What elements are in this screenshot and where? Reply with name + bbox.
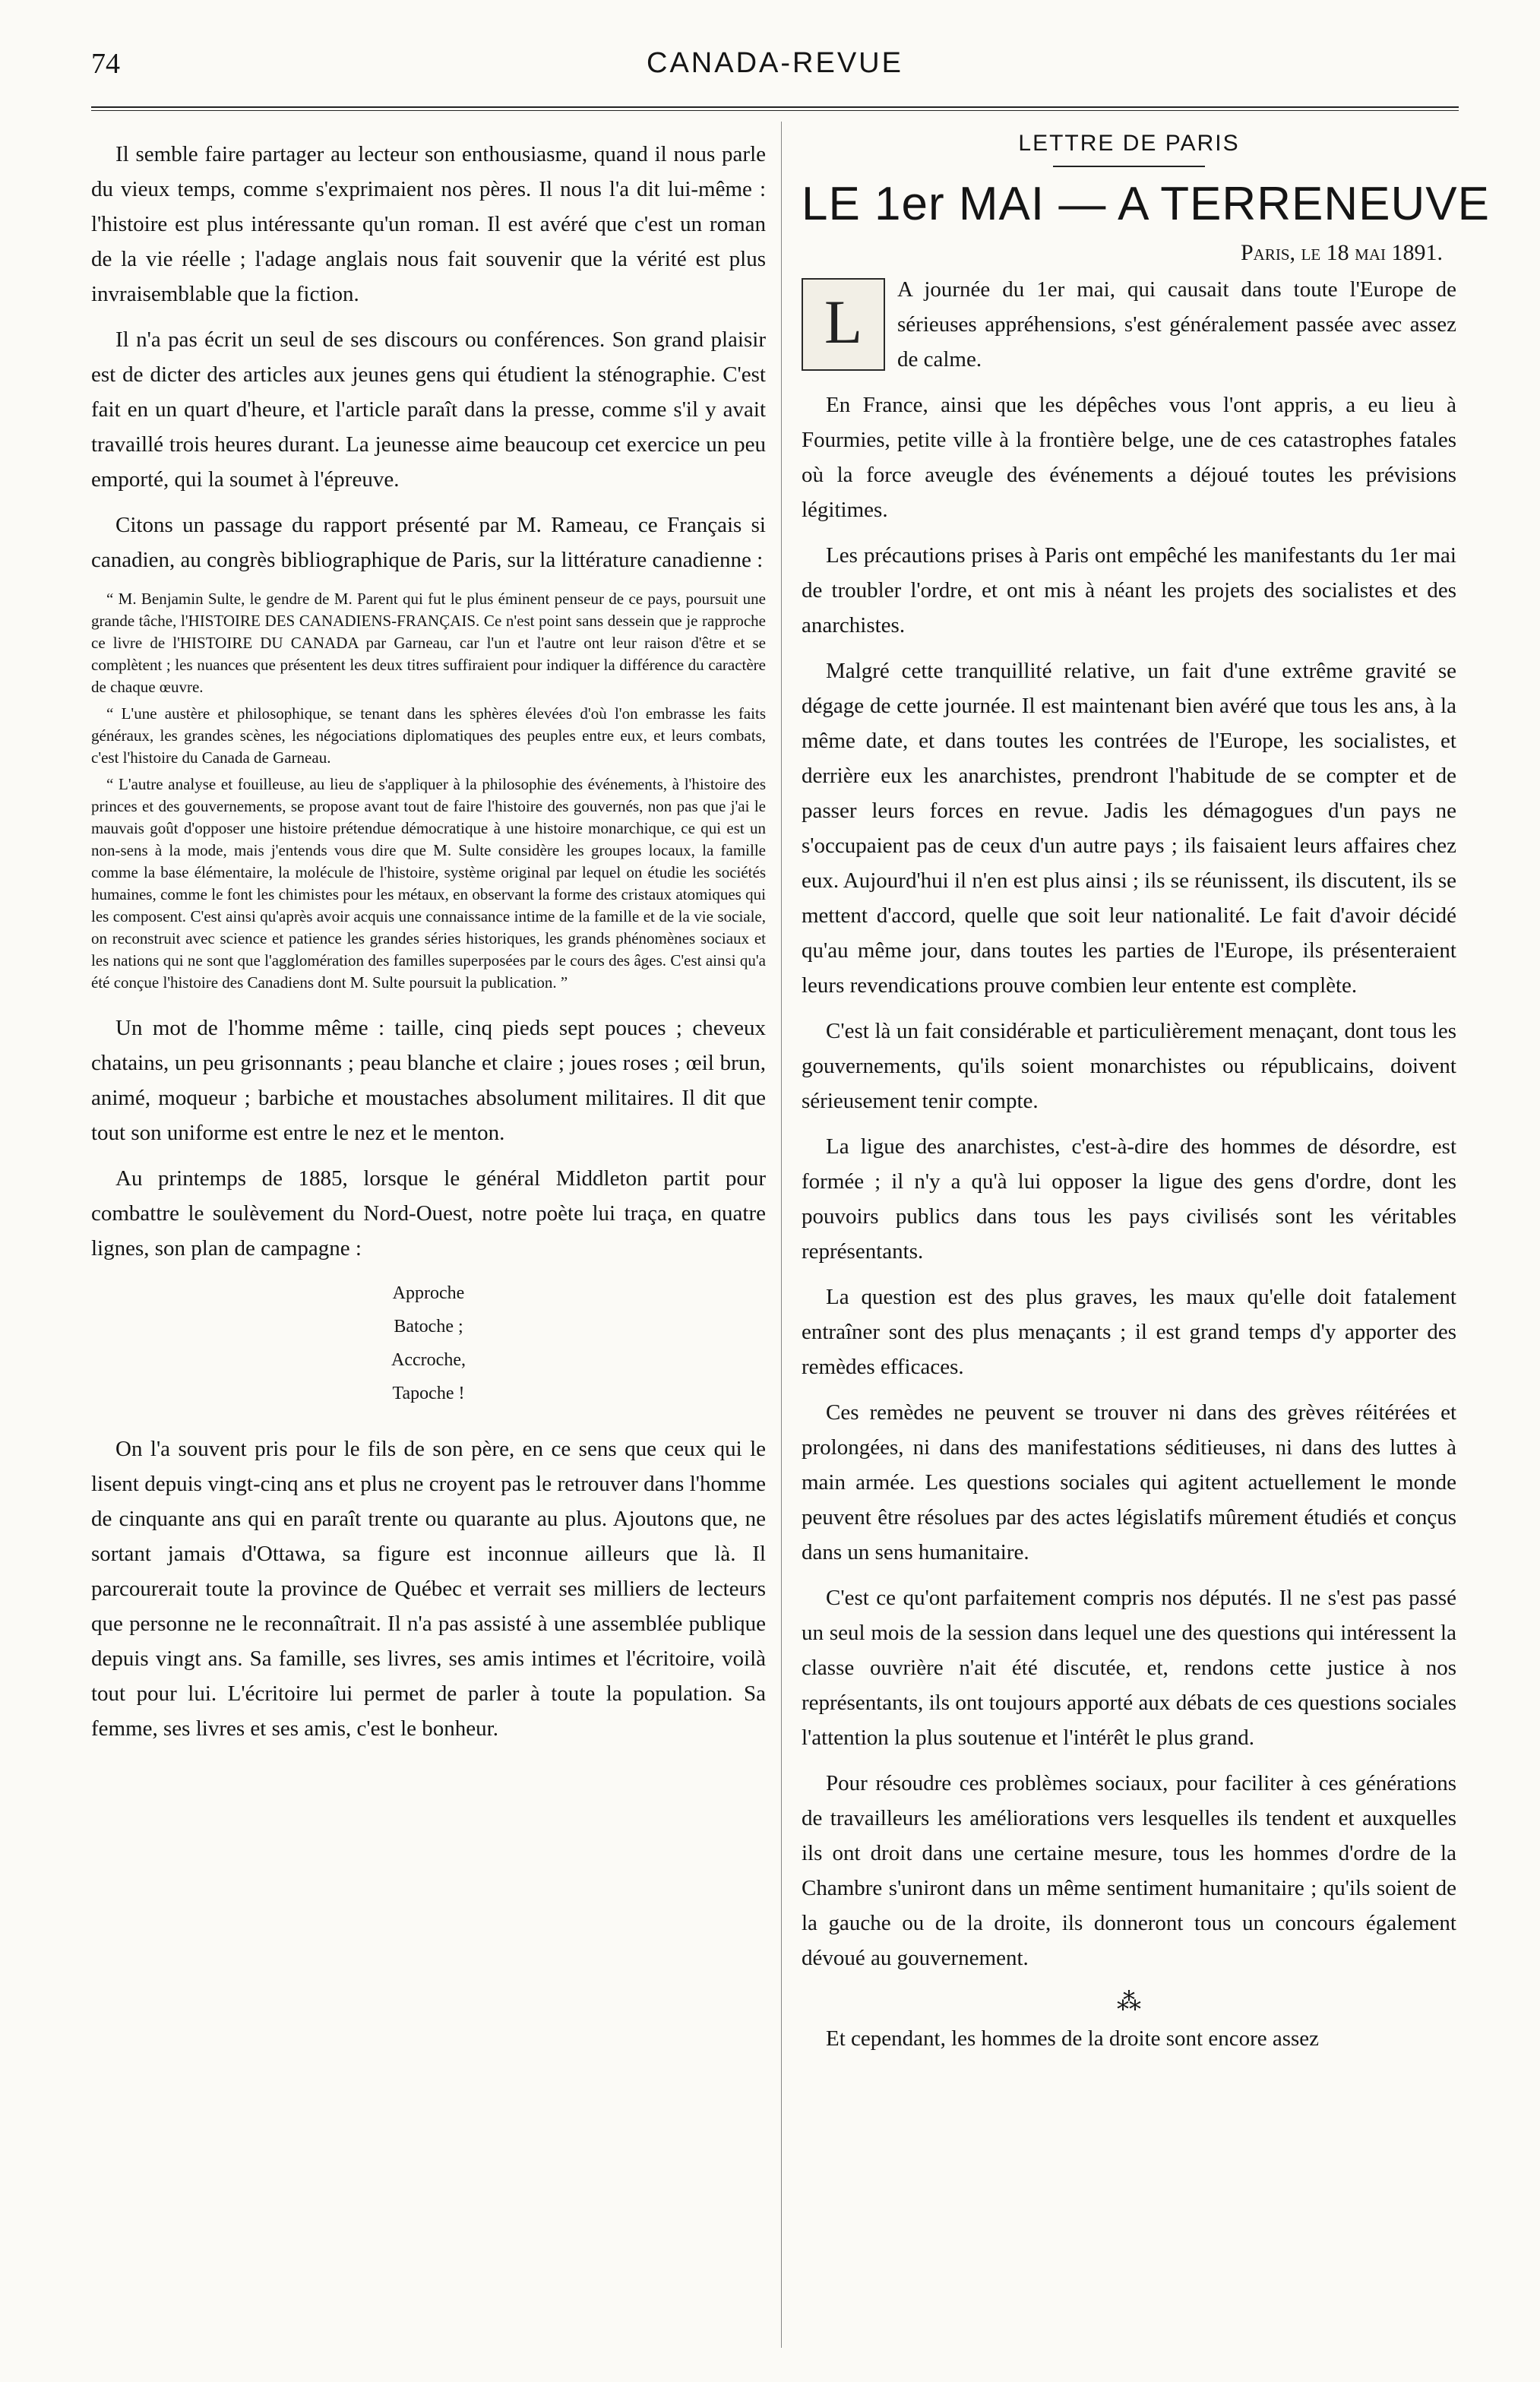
page-header [91, 47, 1459, 91]
quote-paragraph: “ M. Benjamin Sulte, le gendre de M. Parent qui fut le plus éminent penseur de ce pays, poursuit une grande tâche, l'HISTOIRE DES CANADIENS-FRANÇAIS. Ce n'est point sans dessein que je rapproche ce livre de l'HISTOIRE DU CANADA par Garneau, car l'un et l'autre ont leur raison d'être et se complètent ; les nuances que présentent les deux titres suffiraient pour indiquer la différence du caractère de chaque œuvre. [91, 590, 766, 696]
asterism-divider: ⁂ [1117, 1988, 1141, 2015]
paragraph: Malgré cette tranquillité relative, un fait d'une extrême gravité se dégage de cette journée. Il est maintenant bien avéré que tous les ans, à la même date, et dans toutes les contrées de l'Europe, les socialistes, et derrière eux les anarchistes, prendront l'habitude de se compter et de passer leurs forces en revue. Jadis les démagogues d'un pays ne s'occupaient pas de ceux d'un autre pays ; ils faisaient leurs affaires chez eux. Aujourd'hui il n'en est plus ainsi ; ils se réunissent, ils discutent, ils se mettent d'accord, quelle que soit leur nationalité. Le fait d'avoir décidé qu'au même jour, dans toutes les parties de l'Europe, ils présenteraient leurs revendications prouve combien leur entente est complète. [802, 659, 1456, 998]
paragraph: Et cependant, les hommes de la droite sont encore assez [826, 2026, 1320, 2051]
quoted-report [91, 588, 766, 994]
paragraph: Il semble faire partager au lecteur son enthousiasme, quand il nous parle du vieux temps, comme s'exprimaient nos pères. Il nous l'a dit lui-même : l'histoire est plus intéressante qu'un roman. Il est avéré que c'est un roman de la vie réelle ; l'adage anglais nous fait souvenir que la vérité est plus invraisemblable que la fiction. [91, 142, 766, 306]
section-label: LETTRE DE PARIS [1018, 131, 1240, 156]
dropcap-letter: L [824, 287, 863, 356]
column-divider [781, 122, 782, 2348]
article-opening [802, 272, 1456, 377]
paragraph: Pour résoudre ces problèmes sociaux, pour faciliter à ces générations de travailleurs les améliorations vers lesquelles ils tendent et auxquelles ils ont droit dans une certaine mesure, tous les hommes d'ordre de la Chambre s'uniront dans un même sentiment humanitaire ; qu'ils soient de la gauche ou de la droite, ils donneront tous un concours également dévoué au gouvernement. [802, 1771, 1456, 1970]
quote-paragraph: “ L'une austère et philosophique, se tenant dans les sphères élevées d'où l'on embrasse les faits généraux, les grandes scènes, les négociations diplomatiques des peuples entre eux, et leurs combats, c'est l'histoire du Canada de Garneau. [91, 704, 766, 767]
paragraph: La ligue des anarchistes, c'est-à-dire des hommes de désordre, est formée ; il n'y a qu'à lui opposer la ligue des gens d'ordre, dont les pouvoirs publics dans tous les pays civilisés sont les véritables représentants. [802, 1134, 1456, 1264]
paragraph: C'est ce qu'ont parfaitement compris nos députés. Il ne s'est pas passé un seul mois de la session dans lequel une des questions qui intéressent la classe ouvrière n'ait été discutée, et, rendons cette justice à nos représentants, ils ont toujours apporté aux débats de ces questions sociales l'attention la plus soutenue et l'intérêt le plus grand. [802, 1586, 1456, 1750]
paragraph: La question est des plus graves, les maux qu'elle doit fatalement entraîner sont des plus menaçants ; il est grand temps d'y apporter des remèdes efficaces. [802, 1285, 1456, 1379]
paragraph: Les précautions prises à Paris ont empêché les manifestants du 1er mai de troubler l'ordre, et ont mis à néant les projets des socialistes et des anarchistes. [802, 543, 1456, 637]
right-column [802, 131, 1490, 2067]
dropcap-ornament [802, 278, 885, 371]
paragraph: Un mot de l'homme même : taille, cinq pieds sept pouces ; cheveux chatains, un peu grisonnants ; peau blanche et claire ; joues roses ; œil brun, animé, moqueur ; barbiche et moustaches absolument militaires. Il dit que tout son uniforme est entre le nez et le menton. [91, 1016, 766, 1145]
paragraph: C'est là un fait considérable et particulièrement menaçant, dont tous les gouvernements, qu'ils soient monarchistes ou républicains, doivent sérieusement tenir compte. [802, 1019, 1456, 1113]
header-rule [91, 106, 1459, 111]
dateline: Paris, le 18 mai 1891. [1240, 240, 1443, 265]
paragraph: A journée du 1er mai, qui causait dans toute l'Europe de sérieuses appréhensions, s'est généralement passée avec assez de calme. [897, 277, 1456, 372]
left-column [91, 137, 766, 1757]
title-rule [1053, 166, 1205, 167]
poem [91, 1276, 766, 1410]
quote-paragraph: “ L'autre analyse et fouilleuse, au lieu de s'appliquer à la philosophie des événements, à l'histoire des princes et des gouvernements, se propose avant tout de faire l'histoire des gouvernés, non pas que j'ai le mauvais goût d'opposer une histoire prétendue démocratique à une histoire monarchique, ce qui est un non-sens à la mode, mais j'entends vous dire que M. Sulte considère les groupes locaux, la famille comme la base élémentaire, la molécule de l'histoire, système original par lequel on étudie les sociétés humaines, comme le font les chimistes pour les métaux, en observant la forme des cristaux atomiques qui les composent. C'est ainsi qu'après avoir acquis une connaissance intime de la famille et de la vie sociale, on reconstruit avec science et patience les grandes séries historiques, les grands phénomènes sociaux et les nations qui ne sont que l'agglomération des familles superposées par le cours des âges. C'est ainsi qu'a été conçue l'histoire des Canadiens dont M. Sulte poursuit la publication. ” [91, 775, 766, 992]
poem-line: Tapoche ! [392, 1384, 465, 1403]
paragraph: Citons un passage du rapport présenté par M. Rameau, ce Français si canadien, au congrès bibliographique de Paris, sur la littérature canadienne : [91, 513, 766, 572]
paragraph: Au printemps de 1885, lorsque le général Middleton partit pour combattre le soulèvement du Nord-Ouest, notre poète lui traça, en quatre lignes, son plan de campagne : [91, 1166, 766, 1261]
paragraph: Il n'a pas écrit un seul de ses discours ou conférences. Son grand plaisir est de dicter des articles aux jeunes gens qui étudient la sténographie. C'est fait en un quart d'heure, et l'article paraît dans la presse, comme s'il y avait travaillé trois heures durant. La jeunesse aime beaucoup cet exercice un peu emporté, qui la soumet à l'épreuve. [91, 327, 766, 492]
poem-line: Accroche, [391, 1350, 466, 1370]
paragraph: En France, ainsi que les dépêches vous l'ont appris, a eu lieu à Fourmies, petite ville à la frontière belge, une de ces catastrophes fatales où la force aveugle des événements a déjoué toutes les prévisions légitimes. [802, 393, 1456, 522]
paragraph: Ces remèdes ne peuvent se trouver ni dans des grèves réitérées et prolongées, ni dans des manifestations séditieuses, ni dans des luttes à main armée. Les questions sociales qui agitent actuellement le monde peuvent être résolues par des actes législatifs mûrement étudiés et conçus dans un sens humanitaire. [802, 1400, 1456, 1564]
running-title: CANADA-REVUE [647, 47, 903, 79]
page-number: 74 [91, 48, 120, 80]
poem-line: Batoche ; [394, 1317, 463, 1337]
article-title: LE 1er MAI — A TERRENEUVE [802, 178, 1490, 230]
paragraph: On l'a souvent pris pour le fils de son père, en ce sens que ceux qui le lisent depuis vingt-cinq ans et plus ne croyent pas le retrouver dans l'homme de cinquante ans qui en paraît trente ou quarante au plus. Ajoutons que, ne sortant jamais d'Ottawa, sa figure est inconnue ailleurs que là. Il parcourerait toute la province de Québec et verrait ses milliers de lecteurs que personne ne le reconnaîtrait. Il n'a pas assisté à une assemblée publique depuis vingt ans. Sa famille, ses livres, ses amis intimes et l'écritoire, voilà tout pour lui. L'écritoire lui permet de parler à toute la population. Sa femme, ses livres et ses amis, c'est le bonheur. [91, 1437, 766, 1741]
poem-line: Approche [392, 1283, 465, 1303]
